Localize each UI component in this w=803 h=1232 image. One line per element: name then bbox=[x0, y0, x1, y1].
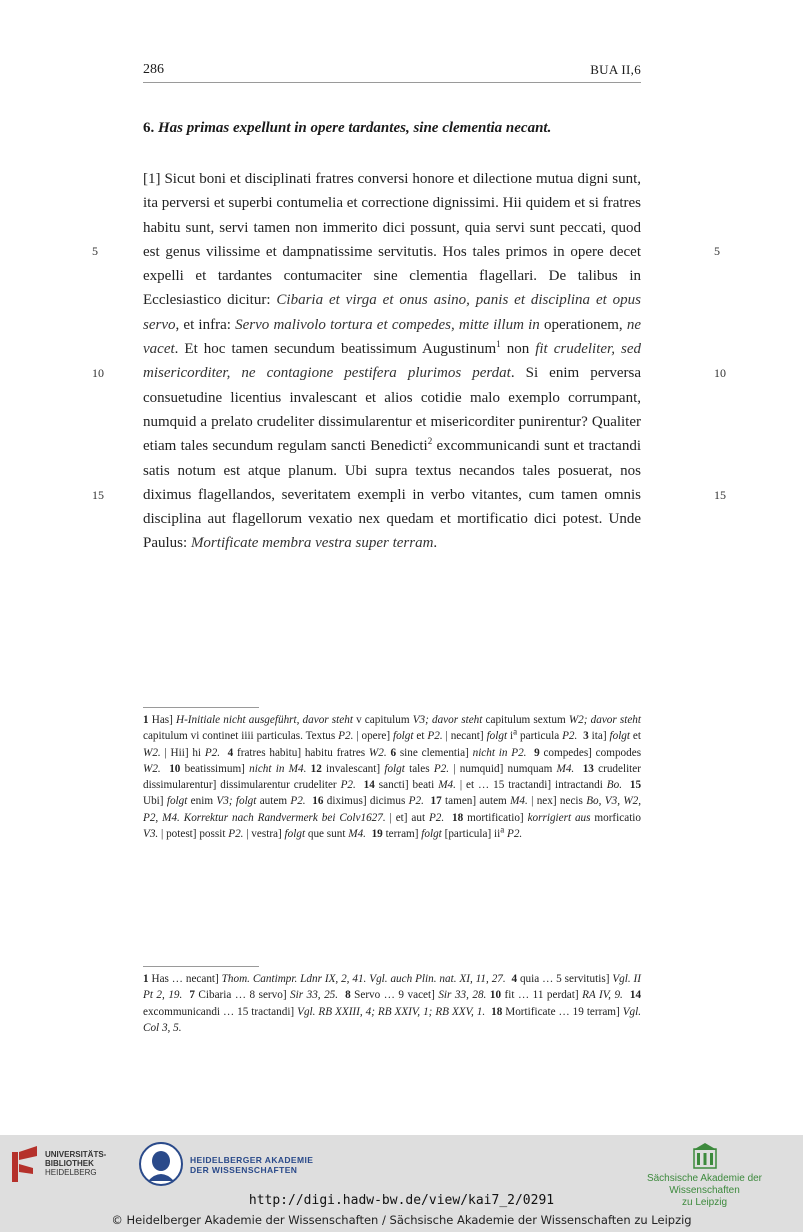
quotation: contagione pestifera plurimos perdat bbox=[266, 365, 511, 382]
copyright-notice: © Heidelberger Akademie der Wissenschaften / Sächsische Akademie der Wissenschaften zu Leipzig bbox=[111, 1213, 692, 1227]
chapter-number: 6. bbox=[143, 120, 155, 136]
hadw-logo[interactable] bbox=[138, 1141, 338, 1189]
text-line: . Et hoc tamen secundum bbox=[174, 341, 335, 358]
saw-logo-text: Sächsische Akademie der Wissenschaften zu Leipzig bbox=[646, 1173, 763, 1208]
text-line: . bbox=[433, 535, 438, 552]
main-text bbox=[143, 167, 641, 556]
line-number-left-15: 15 bbox=[92, 488, 104, 502]
text-line: prelato crudeliter dissimularentur et misericorditer punirentur? Qualiter bbox=[211, 413, 642, 430]
text-line: operationem, bbox=[539, 316, 627, 333]
text-line: [1] Sicut boni et disciplinati fratres conversi honore et dilectione mutua bbox=[143, 171, 574, 187]
saw-building-icon bbox=[693, 1143, 717, 1169]
page-number: 286 bbox=[143, 62, 164, 77]
footer-bar bbox=[0, 1135, 803, 1232]
source-apparatus: 1 Has … necant] Thom. Cantimpr. Ldnr IX, 2, 41. Vgl. auch Plin. nat. XI, 11, 27. 4 quia … 5 servitutis] Vgl. II Pt 2, 19. 7 Cibaria … 8 servo] Sir 33, 25. 8 Servo … 9 vacet] Sir 33, 28. 10 fit … 11 perdat] RA IV, 9. 14 excommunicandi … 15 tractandi] Vgl. RB XXIII, 4; RB XXIV, 1; RB XXV, 1. 18 Mortificate … 19 terram] Vgl. Col 3, 5. bbox=[143, 973, 642, 1034]
line-number-right-15: 15 bbox=[714, 488, 726, 502]
text-line: quidem et si fratres habitu sunt, servi tamen non immerito dici possunt, quia bbox=[143, 195, 642, 236]
text-line: cum tamen omnis disciplina aut flagellorum vexatio nex quedam et bbox=[143, 486, 641, 528]
line-number-left-10: 10 bbox=[92, 366, 104, 380]
text-line: flagellari. De talibus in Ecclesiastico dicitur: bbox=[143, 268, 641, 309]
text-line: servi sunt peccati, quod est genus vilissime et dampnatissime servitutis. Hos bbox=[143, 219, 641, 260]
footnote-marker: 1 bbox=[496, 339, 501, 350]
running-header bbox=[143, 60, 641, 83]
permalink-url[interactable]: http://digi.hadw-bw.de/view/kai7_2/0291 bbox=[248, 1193, 555, 1208]
quotation: Servo malivolo tortura et bbox=[235, 316, 388, 333]
text-line: tractandi satis notum est atque planum. Ubi supra textus necandos tales bbox=[143, 438, 641, 479]
quotation: Mortificate membra vestra super bbox=[190, 535, 389, 552]
text-line: excommunicandi sunt et bbox=[432, 438, 585, 455]
text-line: . Si enim perversa consuetudine bbox=[143, 365, 642, 406]
text-line: licentius invalescant et alios cotidie malo exemplo corrumpant, numquid a bbox=[143, 389, 641, 430]
quotation: fit crudeliter, sed misericorditer, ne bbox=[143, 341, 641, 382]
ub-emblem-icon bbox=[9, 1144, 39, 1184]
text-line: non bbox=[500, 341, 536, 358]
quotation: compedes, mitte illum in bbox=[391, 316, 540, 333]
line-number-right-5: 5 bbox=[714, 244, 720, 258]
critical-apparatus: 1 Has] H-Initiale nicht ausgeführt, davor steht v capitulum V3; davor steht capitulum sextum W2; davor steht capitulum vi continet iiii particulas. Textus P2. | opere] folgt et P2. | necant] folgt $i^a$ particula P2. 3 ita] folgt et W2. | Hii] hi P2. 4 fratres habitu] habitu fratres W2. 6 sine clementia] nicht in P2. 9 compedes] compodes W2. 10 beatissimum] nicht in M4. 12 invalescant] folgt tales P2. | numquid] numquam M4. 13 crudeliter dissimularentur] dissimularentur crudeliter P2. 14 sancti] beati M4. | et … 15 tractandi] intractandi Bo. 15 Ubi] folgt enim V3; folgt autem P2. 16 diximus] dicimus P2. 17 tamen] autem M4. | nex] necis Bo, V3, W2, P2, M4. Korrektur nach Randvermerk bei Colv1627. | et] aut P2. 18 mortificatio] korrigiert aus morficatio V3. | potest] possit P2. | vestra] folgt que sunt M4. 19 terram] folgt [particula] $ii^a$ P2. bbox=[143, 714, 642, 841]
text-line: , et infra: bbox=[175, 316, 236, 333]
ub-logo-text: UNIVERSITÄTS- BIBLIOTHEK HEIDELBERG bbox=[45, 1150, 107, 1177]
chapter-heading bbox=[143, 120, 641, 137]
quotation: terram bbox=[392, 535, 434, 552]
section-reference: BUA II,6 bbox=[590, 62, 641, 77]
line-number-left-5: 5 bbox=[92, 244, 98, 258]
text-line: mortificatio dici potest. Unde Paulus: bbox=[143, 511, 641, 552]
quotation: panis et disciplina et opus servo bbox=[143, 292, 641, 333]
chapter-title: Has primas expellunt in opere tardantes, sine clementia necant. bbox=[158, 120, 552, 136]
text-line: beatissimum Augustinum bbox=[340, 341, 497, 358]
text-line: digni sunt, ita perversi et superbi contumelia et correctione dignissimi. Hii bbox=[143, 171, 642, 212]
hadw-logo-text: HEIDELBERGER AKADEMIE DER WISSENSCHAFTEN bbox=[190, 1155, 314, 1175]
text-line: posuerat, nos diximus flagellandos, severitatem exempli in verbo vitantes, bbox=[143, 462, 641, 503]
apparatus-rule bbox=[143, 707, 259, 708]
quotation: ne vacet bbox=[143, 316, 642, 358]
footnote-marker: 2 bbox=[427, 436, 433, 447]
line-number-right-10: 10 bbox=[714, 366, 726, 380]
hadw-portrait-seal-icon bbox=[138, 1141, 184, 1187]
sources-rule bbox=[143, 966, 259, 967]
text-line: etiam tales secundum regulam sancti Benedicti bbox=[143, 438, 428, 455]
ub-heidelberg-logo[interactable] bbox=[9, 1144, 129, 1189]
quotation: Cibaria et virga et onus asino, bbox=[276, 292, 470, 309]
text-line: tales primos in opere decet expelli et tardantes contumaciter sine clementia bbox=[143, 243, 641, 285]
